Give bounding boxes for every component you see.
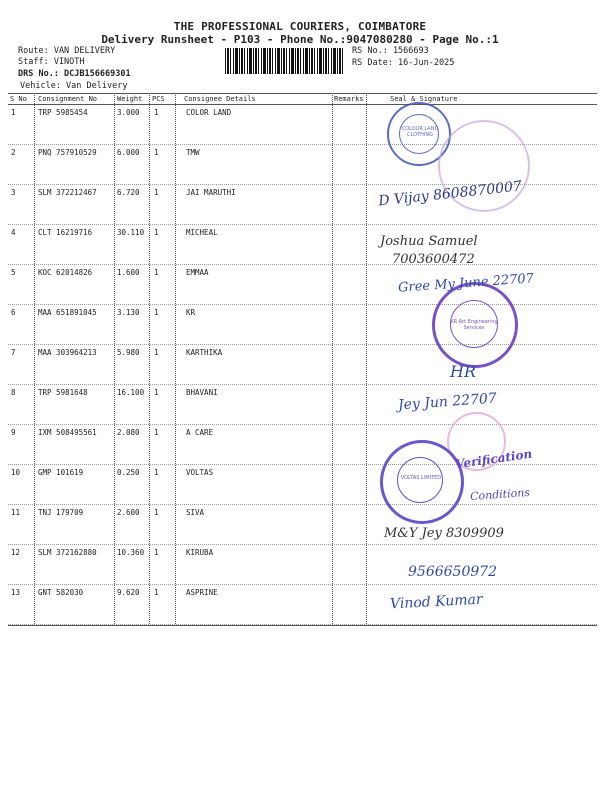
cell-pcs: 1	[154, 148, 159, 157]
header-remarks: Remarks	[334, 95, 364, 103]
colour-land-stamp-text: COLOUR LAND CLOTHING	[401, 126, 439, 138]
cell-sno: 3	[11, 188, 16, 197]
cell-sno: 6	[11, 308, 16, 317]
cell-consignee: KIRUBA	[186, 548, 214, 557]
cell-consignee: SIVA	[186, 508, 205, 517]
cell-weight: 0.250	[117, 468, 140, 477]
cell-pcs: 1	[154, 428, 159, 437]
staff-label: Staff: VINOTH	[18, 57, 85, 67]
cell-sno: 1	[11, 108, 16, 117]
cell-weight: 16.100	[117, 388, 145, 397]
header-pcs: PCS	[152, 95, 165, 103]
row-divider	[8, 464, 597, 465]
header-weight: Weight	[117, 95, 143, 103]
cell-consignee: A CARE	[186, 428, 214, 437]
cell-sno: 8	[11, 388, 16, 397]
cell-consignment-no: TRP 5981648	[38, 388, 88, 397]
cell-sno: 13	[11, 588, 21, 597]
header-consignee: Consignee Details	[184, 95, 256, 103]
header-seal-signature: Seal & Signature	[390, 95, 458, 103]
cell-sno: 2	[11, 148, 16, 157]
cell-weight: 30.110	[117, 228, 145, 237]
cell-consignment-no: KOC 62014826	[38, 268, 93, 277]
cell-consignment-no: SLM 372212467	[38, 188, 97, 197]
row-divider	[8, 584, 597, 585]
rs-date: RS Date: 16-Jun-2025	[352, 58, 455, 68]
cell-weight: 1.600	[117, 268, 140, 277]
barcode-image	[225, 48, 345, 74]
cell-consignee: BHAVANI	[186, 388, 218, 397]
header-bottom-border	[8, 104, 597, 105]
cell-consignment-no: MAA 303964213	[38, 348, 97, 357]
signature-row-10-conditions: Conditions	[469, 485, 531, 504]
cell-weight: 5.980	[117, 348, 140, 357]
cell-pcs: 1	[154, 548, 159, 557]
voltas-stamp-text: VOLTAS LIMITED	[400, 475, 442, 481]
cell-pcs: 1	[154, 588, 159, 597]
cell-weight: 2.080	[117, 428, 140, 437]
column-divider	[175, 93, 176, 626]
row-divider	[8, 384, 597, 385]
cell-weight: 6.720	[117, 188, 140, 197]
signature-row-5: Gree My June 22707	[397, 271, 535, 296]
cell-sno: 5	[11, 268, 16, 277]
row-divider	[8, 224, 597, 225]
cell-consignee: ASPRINE	[186, 588, 218, 597]
kr-engineering-stamp	[432, 282, 518, 368]
column-divider	[114, 93, 115, 626]
signature-row-13: Vinod Kumar	[389, 591, 484, 613]
cell-consignment-no: PNQ 757910529	[38, 148, 97, 157]
header-consignment: Consignment No	[38, 95, 98, 103]
rs-number: RS No.: 1566693	[352, 46, 429, 56]
row-divider	[8, 504, 597, 505]
company-title: THE PROFESSIONAL COURIERS, COIMBATORE	[173, 20, 427, 33]
signature-row-3: D Vijay 8608870007	[377, 178, 523, 210]
cell-pcs: 1	[154, 108, 159, 117]
cell-consignment-no: CLT 16219716	[38, 228, 93, 237]
cell-weight: 3.130	[117, 308, 140, 317]
runsheet-subtitle: Delivery Runsheet - P103 - Phone No.:9047080280 - Page No.:1	[101, 33, 499, 46]
cell-consignee: COLOR LAND	[186, 108, 232, 117]
signature-row-8: Jey Jun 22707	[397, 390, 498, 414]
cell-weight: 2.600	[117, 508, 140, 517]
signature-row-7: HR	[450, 362, 476, 381]
cell-pcs: 1	[154, 188, 159, 197]
signature-row-10-verification: Verification	[454, 446, 533, 472]
cell-consignee: EMMAA	[186, 268, 209, 277]
cell-pcs: 1	[154, 268, 159, 277]
cell-consignment-no: GNT 582030	[38, 588, 84, 597]
signature-row-12: 9566650972	[408, 564, 498, 580]
cell-consignment-no: GMP 101619	[38, 468, 84, 477]
header-sno: S No	[10, 95, 27, 103]
cell-weight: 3.000	[117, 108, 140, 117]
cell-consignment-no: SLM 372162880	[38, 548, 97, 557]
route-label: Route: VAN DELIVERY	[18, 46, 116, 56]
drs-number: DRS No.: DCJB156669301	[18, 69, 131, 79]
cell-sno: 4	[11, 228, 16, 237]
cell-weight: 10.360	[117, 548, 145, 557]
cell-sno: 7	[11, 348, 16, 357]
table-bottom-border	[8, 625, 597, 626]
signature-row-11: M&Y Jey 8309909	[384, 526, 504, 541]
column-divider	[332, 93, 333, 626]
cell-consignee: MICHEAL	[186, 228, 218, 237]
cell-pcs: 1	[154, 308, 159, 317]
cell-weight: 9.620	[117, 588, 140, 597]
row-divider	[8, 424, 597, 425]
table-top-border	[8, 93, 597, 94]
signature-row-4-phone: 7003600472	[392, 252, 475, 267]
column-divider	[149, 93, 150, 626]
cell-consignee: JAI MARUTHI	[186, 188, 236, 197]
cell-consignment-no: TRP 5985454	[38, 108, 88, 117]
vehicle-label: Vehicle: Van Delivery	[20, 81, 128, 91]
cell-consignment-no: TNJ 179709	[38, 508, 84, 517]
cell-pcs: 1	[154, 468, 159, 477]
cell-consignee: KR	[186, 308, 196, 317]
cell-sno: 12	[11, 548, 21, 557]
cell-sno: 10	[11, 468, 21, 477]
cell-sno: 11	[11, 508, 21, 517]
column-divider	[366, 93, 367, 626]
cell-consignment-no: MAA 651891045	[38, 308, 97, 317]
cell-consignee: VOLTAS	[186, 468, 214, 477]
voltas-stamp	[380, 440, 464, 524]
row-divider	[8, 264, 597, 265]
cell-pcs: 1	[154, 508, 159, 517]
cell-consignee: TMW	[186, 148, 200, 157]
kr-engineering-stamp-text: KR Art Engineering Services	[450, 319, 498, 331]
cell-consignment-no: IXM 508495561	[38, 428, 97, 437]
signature-row-4-name: Joshua Samuel	[380, 234, 478, 249]
row-divider	[8, 544, 597, 545]
cell-sno: 9	[11, 428, 16, 437]
cell-pcs: 1	[154, 228, 159, 237]
cell-pcs: 1	[154, 348, 159, 357]
cell-weight: 6.000	[117, 148, 140, 157]
column-divider	[34, 93, 35, 626]
cell-pcs: 1	[154, 388, 159, 397]
cell-consignee: KARTHIKA	[186, 348, 223, 357]
